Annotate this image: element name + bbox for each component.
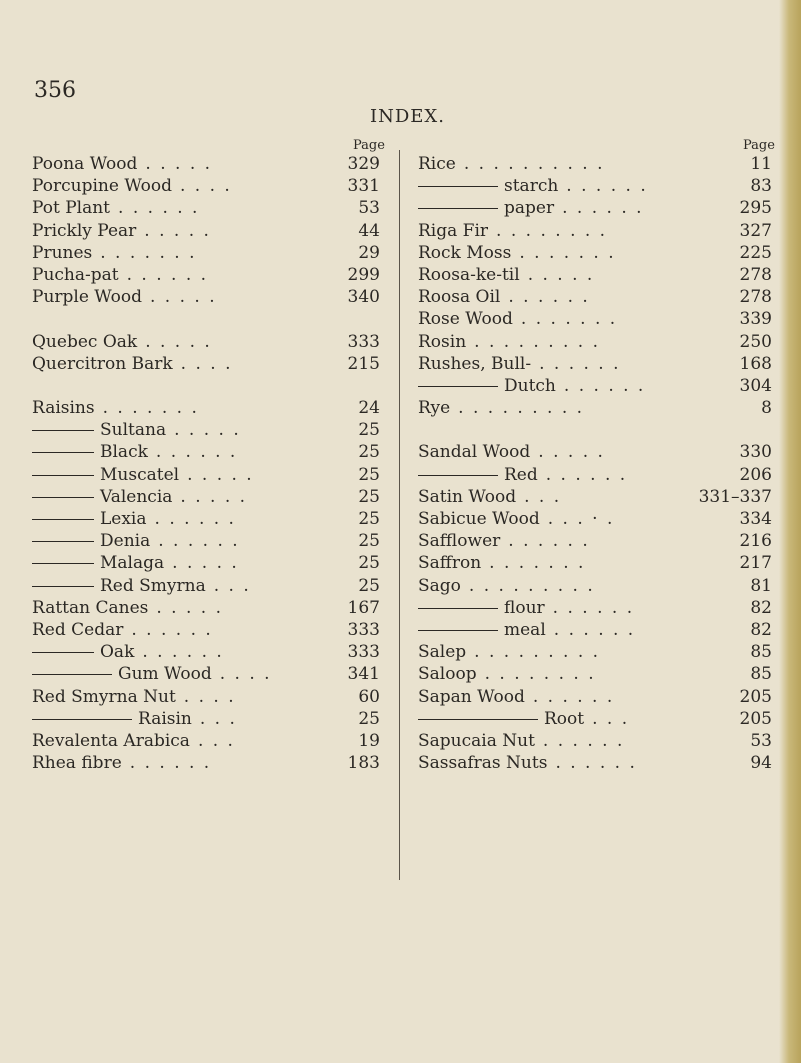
leader-dots: . . . . . . xyxy=(129,753,212,774)
index-entry xyxy=(418,752,772,774)
leader-dots: . . . · . xyxy=(547,509,615,529)
entry-term xyxy=(418,641,600,663)
leader-dots: . . . . . . xyxy=(563,375,646,396)
entry-name: Pucha-pat xyxy=(32,264,119,285)
entry-name: Red xyxy=(504,464,538,485)
entry-term xyxy=(32,486,247,508)
entry-name: Sassafras Nuts xyxy=(418,753,548,774)
leader-dots: . . . . . . xyxy=(131,619,213,640)
entry-name: Raisins xyxy=(32,398,95,419)
leader-dots: . . . . xyxy=(179,176,232,197)
entry-name: Riga Fir xyxy=(418,220,489,241)
entry-term xyxy=(32,264,208,286)
entry-term xyxy=(418,308,617,330)
entry-term xyxy=(32,397,199,419)
entry-name: Rice xyxy=(418,154,456,174)
entry-name: Quebec Oak xyxy=(32,331,138,352)
page-number: 356 xyxy=(34,78,76,103)
index-entry xyxy=(418,286,772,308)
page-reference: 183 xyxy=(347,753,380,774)
entry-term xyxy=(32,619,213,641)
page-reference: 94 xyxy=(750,753,772,774)
entry-name: Rattan Canes xyxy=(32,597,149,618)
entry-name: Sultana xyxy=(100,420,167,441)
leader-dots: . . . . . . . . . xyxy=(474,642,601,663)
entry-term xyxy=(32,508,236,530)
page-reference: 25 xyxy=(358,442,380,463)
entry-name: Saffron xyxy=(418,553,482,574)
ditto-dash xyxy=(32,519,94,520)
leader-dots: . . . . . xyxy=(174,420,241,441)
left-column-page-label: Page xyxy=(353,138,385,153)
page-reference: 85 xyxy=(750,642,772,663)
leader-dots: . . . . . . xyxy=(553,619,636,640)
page-reference: 168 xyxy=(739,353,772,374)
entry-name: Salep xyxy=(418,642,467,663)
page-reference: 25 xyxy=(358,464,380,485)
index-entry xyxy=(418,508,772,530)
index-entry xyxy=(418,552,772,574)
entry-term xyxy=(32,730,235,752)
ditto-dash xyxy=(32,475,94,476)
index-entry xyxy=(418,619,772,641)
index-entry xyxy=(418,153,772,175)
ditto-dash xyxy=(418,630,498,631)
leader-dots: . . . . . . xyxy=(118,198,200,219)
page-reference: 216 xyxy=(739,531,772,552)
index-spacer xyxy=(32,308,380,330)
index-entry xyxy=(32,464,380,486)
index-spacer xyxy=(32,375,380,397)
leader-dots: . . . . . xyxy=(527,264,595,285)
leader-dots: . . . . . . xyxy=(158,531,240,552)
index-entry xyxy=(418,663,772,685)
index-entry xyxy=(32,552,380,574)
entry-term xyxy=(418,663,596,685)
page-reference: 25 xyxy=(358,509,380,529)
entry-term xyxy=(32,331,212,353)
entry-term xyxy=(32,752,211,774)
entry-name: Oak xyxy=(100,642,135,663)
leader-dots: . . . . . . xyxy=(552,597,635,618)
leader-dots: . . . . . . . . . xyxy=(474,331,601,352)
entry-name: Quercitron Bark xyxy=(32,353,173,374)
page-reference: 60 xyxy=(358,686,380,707)
page-reference: 82 xyxy=(750,597,772,618)
leader-dots: . . . . . . xyxy=(545,464,628,485)
leader-dots: . . . xyxy=(524,486,562,507)
page-reference: 29 xyxy=(358,242,380,263)
leader-dots: . . . . . xyxy=(149,287,217,308)
leader-dots: . . . . . xyxy=(145,154,213,174)
page-reference: 25 xyxy=(358,708,380,729)
entry-name: Red Cedar xyxy=(32,619,124,640)
page-reference: 278 xyxy=(739,264,772,285)
leader-dots: . . . . . xyxy=(172,553,239,574)
leader-dots: . . . . xyxy=(183,686,236,707)
entry-name: Valencia xyxy=(100,486,173,507)
entry-term xyxy=(418,220,607,242)
page-reference: 299 xyxy=(347,264,380,285)
entry-term xyxy=(418,197,644,219)
page-reference: 333 xyxy=(347,331,380,352)
entry-name: Saloop xyxy=(418,664,477,685)
entry-term xyxy=(418,375,645,397)
page-reference: 250 xyxy=(739,331,772,352)
leader-dots: . . . . . . xyxy=(539,353,621,374)
index-entry xyxy=(32,619,380,641)
index-entry xyxy=(32,331,380,353)
page-reference: 44 xyxy=(358,220,380,241)
entry-term xyxy=(32,663,272,685)
ditto-dash xyxy=(418,386,498,387)
entry-term xyxy=(418,175,648,197)
page-reference: 225 xyxy=(739,242,772,263)
page-reference: 82 xyxy=(750,619,772,640)
index-entry xyxy=(32,242,380,264)
page-reference: 25 xyxy=(358,486,380,507)
page-reference: 215 xyxy=(347,353,380,374)
entry-name: Rock Moss xyxy=(418,242,512,263)
index-entry xyxy=(418,197,772,219)
entry-name: starch xyxy=(504,176,559,197)
leader-dots: . . . . . . xyxy=(542,730,625,751)
leader-dots: . . . . . . xyxy=(154,509,236,529)
entry-name: Muscatel xyxy=(100,464,180,485)
index-entry xyxy=(32,286,380,308)
index-entry xyxy=(32,730,380,752)
leader-dots: . . . xyxy=(197,730,235,751)
leader-dots: . . . . . . . . . xyxy=(468,575,595,596)
entry-name: Rhea fibre xyxy=(32,753,122,774)
page-reference: 206 xyxy=(739,464,772,485)
index-entry xyxy=(32,530,380,552)
entry-term xyxy=(418,331,600,353)
index-entry xyxy=(418,686,772,708)
page-reference: 331 xyxy=(347,176,380,197)
left-index-column xyxy=(32,153,380,774)
index-entry xyxy=(32,752,380,774)
entry-name: Red Smyrna Nut xyxy=(32,686,176,707)
page-reference: 83 xyxy=(750,176,772,197)
leader-dots: . . . . . . . xyxy=(100,242,197,263)
entry-name: Poona Wood xyxy=(32,154,138,174)
leader-dots: . . . . . . xyxy=(532,686,615,707)
page-reference: 333 xyxy=(347,642,380,663)
entry-term xyxy=(32,552,239,574)
page-reference: 340 xyxy=(347,287,380,308)
entry-term xyxy=(418,619,635,641)
entry-name: Prickly Pear xyxy=(32,220,137,241)
leader-dots: . . . . xyxy=(219,664,272,685)
index-entry xyxy=(32,663,380,685)
index-entry xyxy=(32,597,380,619)
entry-term xyxy=(32,597,223,619)
index-entry xyxy=(32,175,380,197)
index-spacer xyxy=(418,419,772,441)
index-entry xyxy=(418,353,772,375)
entry-name: Pot Plant xyxy=(32,198,111,219)
page-reference: 278 xyxy=(739,287,772,308)
entry-name: Sago xyxy=(418,575,461,596)
right-index-column xyxy=(418,153,772,774)
entry-term xyxy=(32,353,232,375)
index-entry xyxy=(32,641,380,663)
index-entry xyxy=(418,464,772,486)
entry-name: paper xyxy=(504,198,555,219)
ditto-dash xyxy=(418,608,498,609)
leader-dots: . . . . . xyxy=(180,486,248,507)
ditto-dash xyxy=(418,475,498,476)
index-entry xyxy=(418,175,772,197)
entry-name: Revalenta Arabica xyxy=(32,730,190,751)
entry-name: Sandal Wood xyxy=(418,442,531,463)
leader-dots: . . . . . . . . . . xyxy=(463,154,605,174)
entry-name: Porcupine Wood xyxy=(32,176,172,197)
entry-term xyxy=(32,197,199,219)
entry-name: Purple Wood xyxy=(32,287,142,308)
index-entry xyxy=(418,331,772,353)
page-title: INDEX. xyxy=(370,106,445,127)
leader-dots: . . . . . . . . xyxy=(496,220,608,241)
index-entry xyxy=(32,397,380,419)
entry-term xyxy=(418,397,584,419)
leader-dots: . . . . . xyxy=(538,442,605,463)
page-reference: 25 xyxy=(358,575,380,596)
leader-dots: . . . . . . . . xyxy=(484,664,596,685)
index-entry xyxy=(418,242,772,264)
entry-name: Rushes, Bull- xyxy=(418,353,532,374)
entry-name: Denia xyxy=(100,531,151,552)
entry-name: Roosa-ke-til xyxy=(418,264,520,285)
index-entry xyxy=(418,575,772,597)
leader-dots: . . . . . . . xyxy=(519,242,616,263)
entry-term xyxy=(32,641,224,663)
page-reference: 334 xyxy=(739,509,772,529)
leader-dots: . . . . . . xyxy=(155,442,238,463)
entry-name: Rye xyxy=(418,398,451,419)
entry-term xyxy=(418,153,605,175)
index-entry xyxy=(32,486,380,508)
index-entry xyxy=(32,708,380,730)
ditto-dash xyxy=(32,430,94,431)
entry-term xyxy=(418,441,605,463)
leader-dots: . . . . . xyxy=(145,331,212,352)
entry-term xyxy=(418,264,594,286)
entry-name: Red Smyrna xyxy=(100,575,206,596)
leader-dots: . . . xyxy=(592,708,630,729)
entry-name: Dutch xyxy=(504,375,556,396)
index-entry xyxy=(418,597,772,619)
entry-name: Sapucaia Nut xyxy=(418,730,535,751)
leader-dots: . . . . . . xyxy=(126,264,209,285)
entry-term xyxy=(418,708,629,730)
leader-dots: . . . . . . . xyxy=(489,553,586,574)
ditto-dash xyxy=(32,719,132,720)
index-entry xyxy=(32,197,380,219)
ditto-dash xyxy=(32,652,94,653)
index-entry xyxy=(418,530,772,552)
entry-term xyxy=(418,686,614,708)
leader-dots: . . . . . . . xyxy=(520,309,618,330)
entry-term xyxy=(418,486,561,508)
page-reference: 304 xyxy=(739,375,772,396)
page-reference: 333 xyxy=(347,619,380,640)
page-reference: 25 xyxy=(358,531,380,552)
leader-dots: . . . . . xyxy=(156,597,223,618)
index-entry xyxy=(418,264,772,286)
index-entry xyxy=(418,220,772,242)
index-entry xyxy=(32,508,380,530)
index-entry xyxy=(418,308,772,330)
index-entry xyxy=(418,641,772,663)
index-entry xyxy=(418,730,772,752)
page-reference: 85 xyxy=(750,664,772,685)
entry-term xyxy=(32,575,251,597)
entry-name: flour xyxy=(504,597,545,618)
page-reference: 11 xyxy=(750,154,772,174)
index-entry xyxy=(32,353,380,375)
entry-term xyxy=(418,752,637,774)
right-column-page-label: Page xyxy=(743,138,775,153)
entry-term xyxy=(418,530,590,552)
page-reference: 205 xyxy=(739,708,772,729)
entry-term xyxy=(32,464,254,486)
page-reference: 25 xyxy=(358,553,380,574)
entry-name: Satin Wood xyxy=(418,486,517,507)
entry-term xyxy=(418,286,590,308)
page-reference: 167 xyxy=(347,597,380,618)
ditto-dash xyxy=(418,719,538,720)
entry-term xyxy=(418,730,624,752)
entry-name: Prunes xyxy=(32,242,93,263)
page-edge xyxy=(779,0,801,1063)
leader-dots: . . . . . . xyxy=(566,176,648,197)
index-entry xyxy=(32,686,380,708)
index-entry xyxy=(418,708,772,730)
index-entry xyxy=(32,264,380,286)
entry-term xyxy=(418,242,616,264)
page-reference: 19 xyxy=(358,730,380,751)
index-entry xyxy=(418,486,772,508)
entry-term xyxy=(418,575,595,597)
entry-name: Root xyxy=(544,708,585,729)
leader-dots: . . . . . . xyxy=(508,531,590,552)
entry-term xyxy=(32,686,236,708)
entry-term xyxy=(418,597,634,619)
entry-term xyxy=(32,153,212,175)
leader-dots: . . . xyxy=(213,575,251,596)
index-entry xyxy=(32,441,380,463)
page-reference: 327 xyxy=(739,220,772,241)
entry-name: Lexia xyxy=(100,509,147,529)
entry-name: Raisin xyxy=(138,708,192,729)
index-entry xyxy=(418,375,772,397)
page-reference: 331–337 xyxy=(698,486,772,507)
ditto-dash xyxy=(418,208,498,209)
ditto-dash xyxy=(32,586,94,587)
ditto-dash xyxy=(32,452,94,453)
page-reference: 205 xyxy=(739,686,772,707)
page-reference: 339 xyxy=(739,309,772,330)
leader-dots: . . . . . . xyxy=(142,642,224,663)
entry-term xyxy=(32,419,241,441)
leader-dots: . . . . . xyxy=(144,220,211,241)
leader-dots: . . . . xyxy=(180,353,233,374)
entry-term xyxy=(418,508,614,530)
ditto-dash xyxy=(32,563,94,564)
entry-term xyxy=(418,552,585,574)
page-reference: 81 xyxy=(750,575,772,596)
page-reference: 8 xyxy=(761,398,772,419)
page-reference: 330 xyxy=(739,442,772,463)
index-entry xyxy=(32,220,380,242)
leader-dots: . . . . . . xyxy=(508,287,590,308)
page-reference: 295 xyxy=(739,198,772,219)
entry-term xyxy=(32,242,197,264)
entry-name: Black xyxy=(100,442,148,463)
ditto-dash xyxy=(32,541,94,542)
page-reference: 329 xyxy=(347,154,380,174)
entry-term xyxy=(418,353,621,375)
entry-name: Malaga xyxy=(100,553,165,574)
page-reference: 25 xyxy=(358,420,380,441)
page-reference: 53 xyxy=(358,198,380,219)
leader-dots: . . . . . . . . . xyxy=(458,398,585,419)
entry-name: Rosin xyxy=(418,331,467,352)
entry-term xyxy=(32,175,232,197)
entry-name: meal xyxy=(504,619,546,640)
entry-name: Rose Wood xyxy=(418,309,513,330)
entry-term xyxy=(32,441,237,463)
entry-name: Gum Wood xyxy=(118,664,212,685)
leader-dots: . . . xyxy=(199,708,237,729)
entry-name: Sabicue Wood xyxy=(418,509,540,529)
ditto-dash xyxy=(32,674,112,675)
entry-term xyxy=(32,530,240,552)
leader-dots: . . . . . . . xyxy=(102,398,199,419)
leader-dots: . . . . . xyxy=(187,464,254,485)
index-entry xyxy=(32,153,380,175)
index-entry xyxy=(32,419,380,441)
entry-term xyxy=(32,708,237,730)
index-entry xyxy=(32,575,380,597)
entry-name: Roosa Oil xyxy=(418,287,501,308)
index-entry xyxy=(418,441,772,463)
page-reference: 53 xyxy=(750,730,772,751)
entry-name: Safflower xyxy=(418,531,501,552)
ditto-dash xyxy=(418,186,498,187)
column-divider xyxy=(399,150,400,880)
entry-term xyxy=(32,220,211,242)
ditto-dash xyxy=(32,497,94,498)
index-entry xyxy=(418,397,772,419)
page-reference: 217 xyxy=(739,553,772,574)
leader-dots: . . . . . . xyxy=(562,198,644,219)
page-reference: 341 xyxy=(347,664,380,685)
leader-dots: . . . . . . xyxy=(555,753,637,774)
entry-term xyxy=(32,286,217,308)
entry-term xyxy=(418,464,627,486)
page-reference: 24 xyxy=(358,398,380,419)
entry-name: Sapan Wood xyxy=(418,686,525,707)
